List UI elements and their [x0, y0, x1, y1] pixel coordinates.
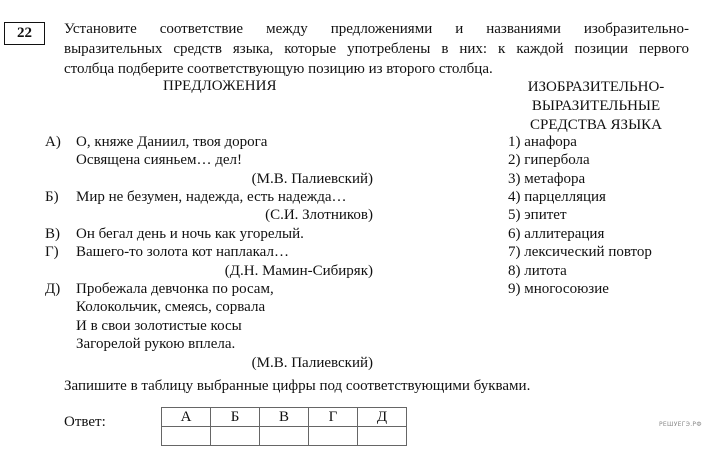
answer-header-row	[162, 408, 407, 427]
answer-cell-a[interactable]	[162, 427, 211, 446]
sentence-letter: Г)	[45, 244, 59, 260]
sentence-line: О, княже Даниил, твоя дорога	[76, 134, 268, 150]
answer-cell-b[interactable]	[211, 427, 260, 446]
sentence-author: (М.В. Палиевский)	[251, 171, 373, 187]
sentence-letter: В)	[45, 226, 60, 242]
means-item: 6) аллитерация	[508, 226, 605, 242]
prompt-line: столбца подберите соответствующую позицию из второго столбца.	[64, 61, 493, 77]
question-number: 22	[4, 22, 45, 45]
sentences-header: ПРЕДЛОЖЕНИЯ	[163, 78, 277, 94]
sentence-line: Он бегал день и ночь как угорелый.	[76, 226, 304, 242]
sentence-line: Колокольчик, смеясь, сорвала	[76, 299, 266, 315]
answer-table	[161, 407, 407, 446]
sentence-author: (М.В. Палиевский)	[251, 355, 373, 371]
means-item: 5) эпитет	[508, 207, 567, 223]
means-item: 8) литота	[508, 263, 567, 279]
answer-input-row	[162, 427, 407, 446]
answer-column-header: Г	[309, 408, 358, 427]
means-header-line: ВЫРАЗИТЕЛЬНЫЕ	[531, 98, 661, 114]
sentence-line: Пробежала девчонка по росам,	[76, 281, 274, 297]
sentence-line: И в свои золотистые косы	[76, 318, 242, 334]
means-item: 3) метафора	[508, 171, 586, 187]
question-prompt	[64, 19, 689, 79]
means-header-line: СРЕДСТВА ЯЗЫКА	[530, 117, 662, 133]
means-header-line: ИЗОБРАЗИТЕЛЬНО-	[527, 79, 665, 95]
watermark: РЕШУЕГЭ.РФ	[659, 421, 702, 428]
means-item: 1) анафора	[508, 134, 577, 150]
sentence-author: (Д.Н. Мамин-Сибиряк)	[224, 263, 373, 279]
answer-column-header: А	[162, 408, 211, 427]
means-item: 4) парцелляция	[508, 189, 606, 205]
answer-column-header: Б	[211, 408, 260, 427]
sentence-letter: А)	[45, 134, 61, 150]
sentence-author: (С.И. Злотников)	[265, 207, 373, 223]
answer-label: Ответ:	[64, 414, 106, 430]
answer-cell-d[interactable]	[358, 427, 407, 446]
sentence-line: Вашего-то золота кот наплакал…	[76, 244, 289, 260]
prompt-line: Установите соответствие между предложениями и названиями изобразительно-	[64, 21, 689, 37]
means-item: 9) многосоюзие	[508, 281, 609, 297]
instruction-text: Запишите в таблицу выбранные цифры под соответствующими буквами.	[64, 378, 531, 394]
answer-column-header: Д	[358, 408, 407, 427]
means-item: 7) лексический повтор	[508, 244, 652, 260]
prompt-line: выразительных средств языка, которые употреблены в них: к каждой позиции первого	[64, 41, 689, 57]
sentence-letter: Б)	[45, 189, 59, 205]
means-item: 2) гипербола	[508, 152, 590, 168]
answer-cell-v[interactable]	[260, 427, 309, 446]
sentence-line: Мир не безумен, надежда, есть надежда…	[76, 189, 347, 205]
sentence-line: Загорелой рукою вплела.	[76, 336, 236, 352]
sentence-letter: Д)	[45, 281, 61, 297]
means-header	[510, 78, 682, 135]
sentence-line: Освящена сияньем… дел!	[76, 152, 243, 168]
answer-column-header: В	[260, 408, 309, 427]
answer-cell-g[interactable]	[309, 427, 358, 446]
